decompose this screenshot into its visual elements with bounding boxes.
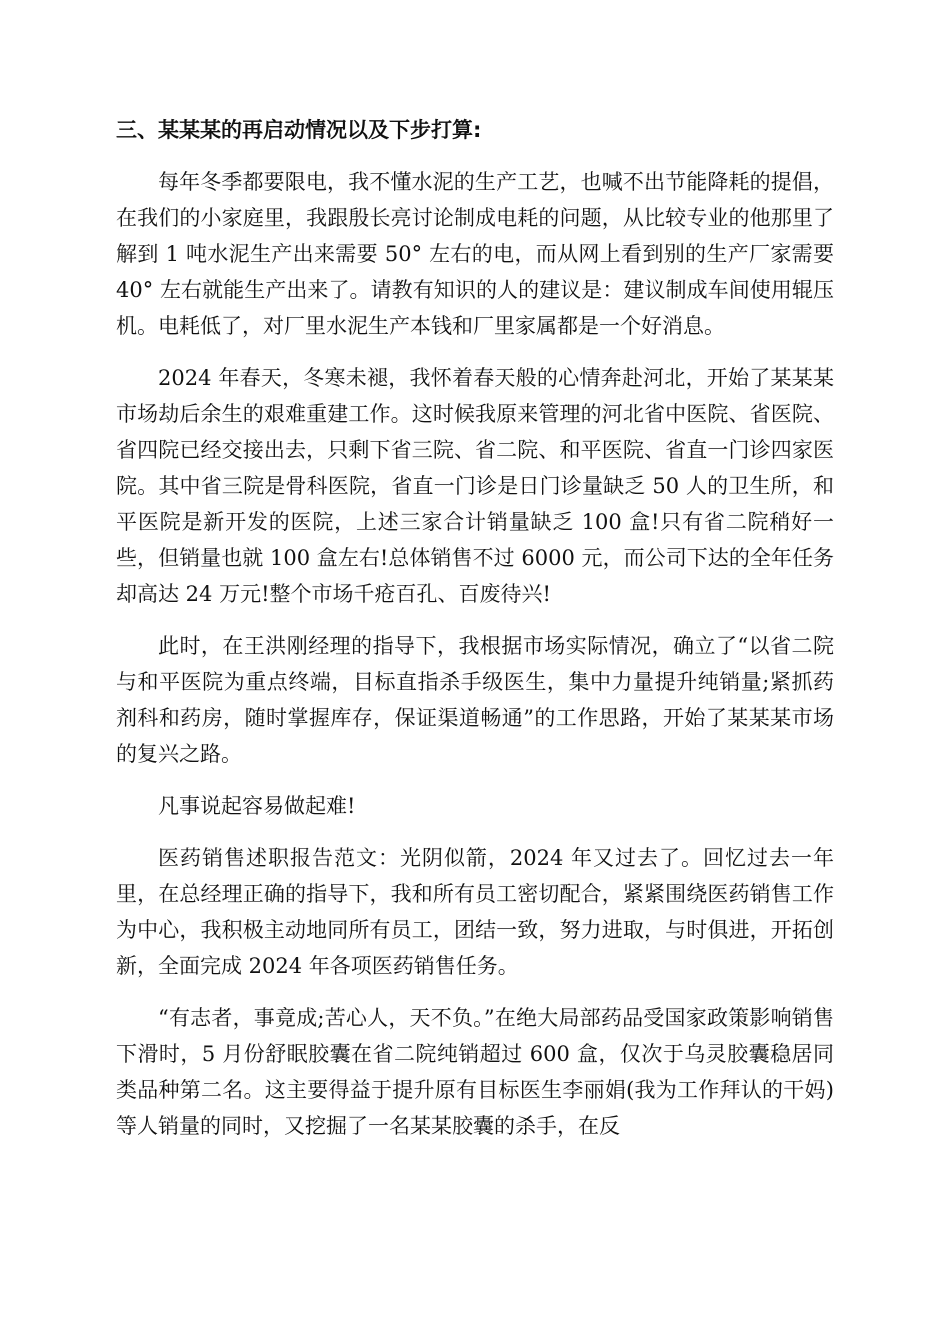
paragraph-easier-said: 凡事说起容易做起难! <box>158 794 356 818</box>
paragraph-market-rebuild: 2024 年春天，冬寒未褪，我怀着春天般的心情奔赴河北，开始了某某某市场劫后余生的艰难重建工作。这时候我原来管理的河北省中医院、省医院、省四院已经交接出去，只剩下省三院、省二院、和平医院、省直一门诊四家医院。其中省三院是骨科医院，省直一门诊是日门诊量缺乏 50 人的卫生所，和平医院是新开发的医院，上述三家合计销量缺乏 100 盒!只有省二院稍好一些，但销量也就 100 盒左右!总体销售不过 6000 元，而公司下达的全年任务却高达 24 万元!整个市场千疮百孔、百废待兴! <box>116 366 834 606</box>
document-body <box>116 112 834 1160</box>
paragraph-work-strategy: 此时，在王洪刚经理的指导下，我根据市场实际情况，确立了“以省二院与和平医院为重点终端，目标直指杀手级医生，集中力量提升纯销量;紧抓药剂科和药房，随时掌握库存，保证渠道畅通”的工作思路，开始了某某某市场的复兴之路。 <box>116 634 834 766</box>
paragraph-report-intro: 医药销售述职报告范文：光阴似箭，2024 年又过去了。回忆过去一年里，在总经理正确的指导下，我和所有员工密切配合，紧紧围绕医药销售工作为中心，我积极主动地同所有员工，团结一致，努力进取，与时俱进，开拓创新，全面完成 2024 年各项医药销售任务。 <box>116 846 834 978</box>
section-heading: 三、某某某的再启动情况以及下步打算: <box>116 118 482 142</box>
paragraph-power-consumption: 每年冬季都要限电，我不懂水泥的生产工艺，也喊不出节能降耗的提倡，在我们的小家庭里，我跟殷长亮讨论制成电耗的问题，从比较专业的他那里了解到 1 吨水泥生产出来需要 50° 左右的电，而从网上看到别的生产厂家需要 40° 左右就能生产出来了。请教有知识的人的建议是：建议制成车间使用辊压机。电耗低了，对厂里水泥生产本钱和厂里家属都是一个好消息。 <box>116 170 834 338</box>
paragraph-sales-result: “有志者，事竟成;苦心人，天不负。”在绝大局部药品受国家政策影响销售下滑时，5 月份舒眠胶囊在省二院纯销超过 600 盒，仅次于乌灵胶囊稳居同类品种第二名。这主要得益于提升原有目标医生李丽娟(我为工作拜认的干妈)等人销量的同时，又挖掘了一名某某胶囊的杀手，在反 <box>116 1006 834 1138</box>
